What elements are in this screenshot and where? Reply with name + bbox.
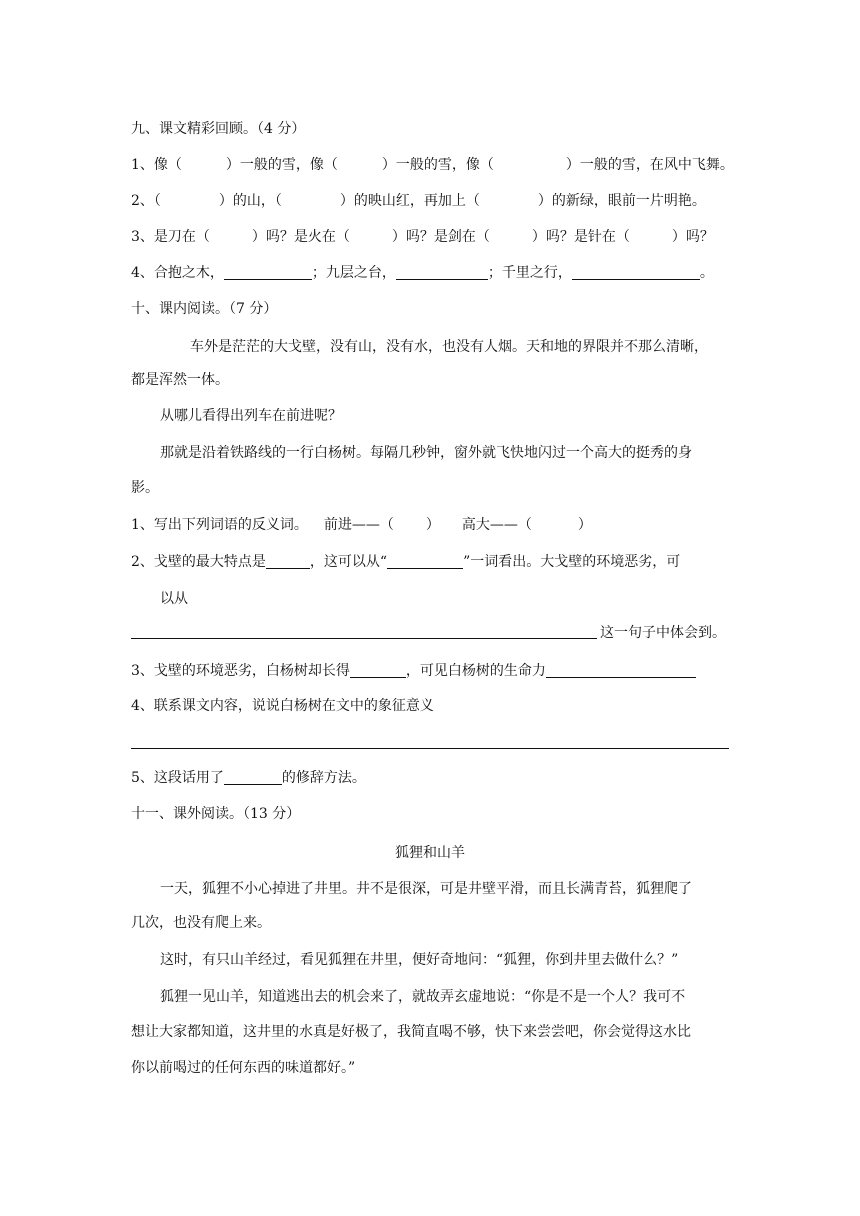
s10-q1-text-b: 前进——（ [323,517,394,533]
s9-q2-text-a: 2、（ [131,193,161,209]
s9-q4-text-a: 4、合抱之木， [131,265,224,281]
s9-q3-text-b: ）吗？是火在（ [251,229,350,245]
s11-p1-line1: 一天，狐狸不小心掉进了井里。井不是很深，可是井壁平滑，而且长满青苔，狐狸爬了 [160,881,692,897]
s10-question-3 [131,661,696,681]
s10-q1-text-d: 高大——（ [461,517,532,533]
s10-q3-blank-1[interactable] [350,663,406,678]
s10-q5-blank[interactable] [224,770,282,785]
s10-question-2 [131,552,680,572]
s10-para3-line2: 影。 [131,480,159,496]
s9-q4-blank-3[interactable] [572,265,700,280]
s10-q2-text-a: 2、戈壁的最大特点是 [131,554,266,570]
s10-q2-text-c: ”一词看出。大戈壁的环境恶劣，可 [463,554,681,570]
s10-q5-text-b: 的修辞方法。 [281,770,366,786]
s9-question-1 [131,155,734,175]
s10-para1-line2: 都是浑然一体。 [131,372,229,388]
s9-q4-text-c: ；千里之行， [487,265,572,281]
s10-q2-answer-line[interactable] [131,638,597,639]
s9-q3-text-c: ）吗？是剑在（ [391,229,490,245]
s10-q5-text-a: 5、这段话用了 [131,770,224,786]
s10-q3-blank-2[interactable] [546,663,696,678]
s10-question-4: 4、联系课文内容，说说白杨树在文中的象征意义 [131,698,434,714]
s10-q2-text-b: ，这可以从“ [309,554,388,570]
s10-q1-text-a: 1、写出下列词语的反义词。 [131,517,308,533]
s9-q4-text-b: ；九层之台， [311,265,396,281]
s9-q4-text-d: 。 [699,265,714,281]
s9-q1-text-b: ）一般的雪，像（ [225,157,338,173]
s9-question-4 [131,263,714,283]
s9-question-3 [131,227,714,247]
s11-p3-line2: 想让大家都知道，这井里的水真是好极了，我简直喝不够，快下来尝尝吧，你会觉得这水比 [131,1024,691,1040]
s10-q2-blank-1[interactable] [266,554,310,569]
s10-q3-text-a: 3、戈壁的环境恶劣，白杨树却长得 [131,663,350,679]
s10-para2: 从哪儿看得出列车在前进呢？ [160,408,342,424]
s9-question-2 [131,191,706,211]
s9-q1-text-d: ）一般的雪，在风中飞舞。 [565,157,734,173]
s10-q3-text-b: ，可见白杨树的生命力 [405,663,546,679]
s9-q3-text-a: 3、是刀在（ [131,229,210,245]
s11-p2: 这时，有只山羊经过，看见狐狸在井里，便好奇地问：“狐狸，你到井里去做什么？” [160,952,679,968]
s11-p3-line1: 狐狸一见山羊，知道逃出去的机会来了，就故弄玄虚地说：“你是不是一个人？我可不 [160,989,686,1005]
s9-q2-text-b: ）的山，（ [218,193,282,209]
s10-q4-answer-line[interactable] [131,748,729,749]
s9-q3-text-e: ）吗？ [671,229,714,245]
s10-q2-line3-end: 这一句子中体会到。 [600,625,726,641]
s10-q1-text-c: ） [425,517,440,533]
section10-heading: 十、课内阅读。（7 分） [131,301,278,317]
story-title: 狐狸和山羊 [395,845,465,861]
s9-q1-text-c: ）一般的雪，像（ [381,157,494,173]
s11-p3-line3: 你以前喝过的任何东西的味道都好。” [131,1060,356,1076]
section9-heading: 九、课文精彩回顾。（4 分） [131,121,306,137]
s9-q2-text-c: ）的映山红，再加上（ [339,193,480,209]
s10-para3-line1: 那就是沿着铁路线的一行白杨树。每隔几秒钟，窗外就飞快地闪过一个高大的挺秀的身 [160,445,692,461]
s10-question-1 [131,515,592,535]
s10-q1-text-e: ） [577,517,592,533]
s10-para1-line1: 车外是茫茫的大戈壁，没有山，没有水，也没有人烟。天和地的界限并不那么清晰， [190,339,708,355]
s9-q4-blank-1[interactable] [224,265,312,280]
s9-q3-text-d: ）吗？是针在（ [531,229,630,245]
s11-p1-line2: 几次，也没有爬上来。 [131,915,271,931]
section11-heading: 十一、课外阅读。（13 分） [131,806,301,822]
s9-q4-blank-2[interactable] [396,265,488,280]
s10-q2-blank-2[interactable] [387,554,463,569]
s10-question-5 [131,768,366,788]
s10-q2-line2: 以从 [160,591,188,607]
s9-q2-text-d: ）的新绿，眼前一片明艳。 [537,193,706,209]
s9-q1-text-a: 1、像（ [131,157,182,173]
